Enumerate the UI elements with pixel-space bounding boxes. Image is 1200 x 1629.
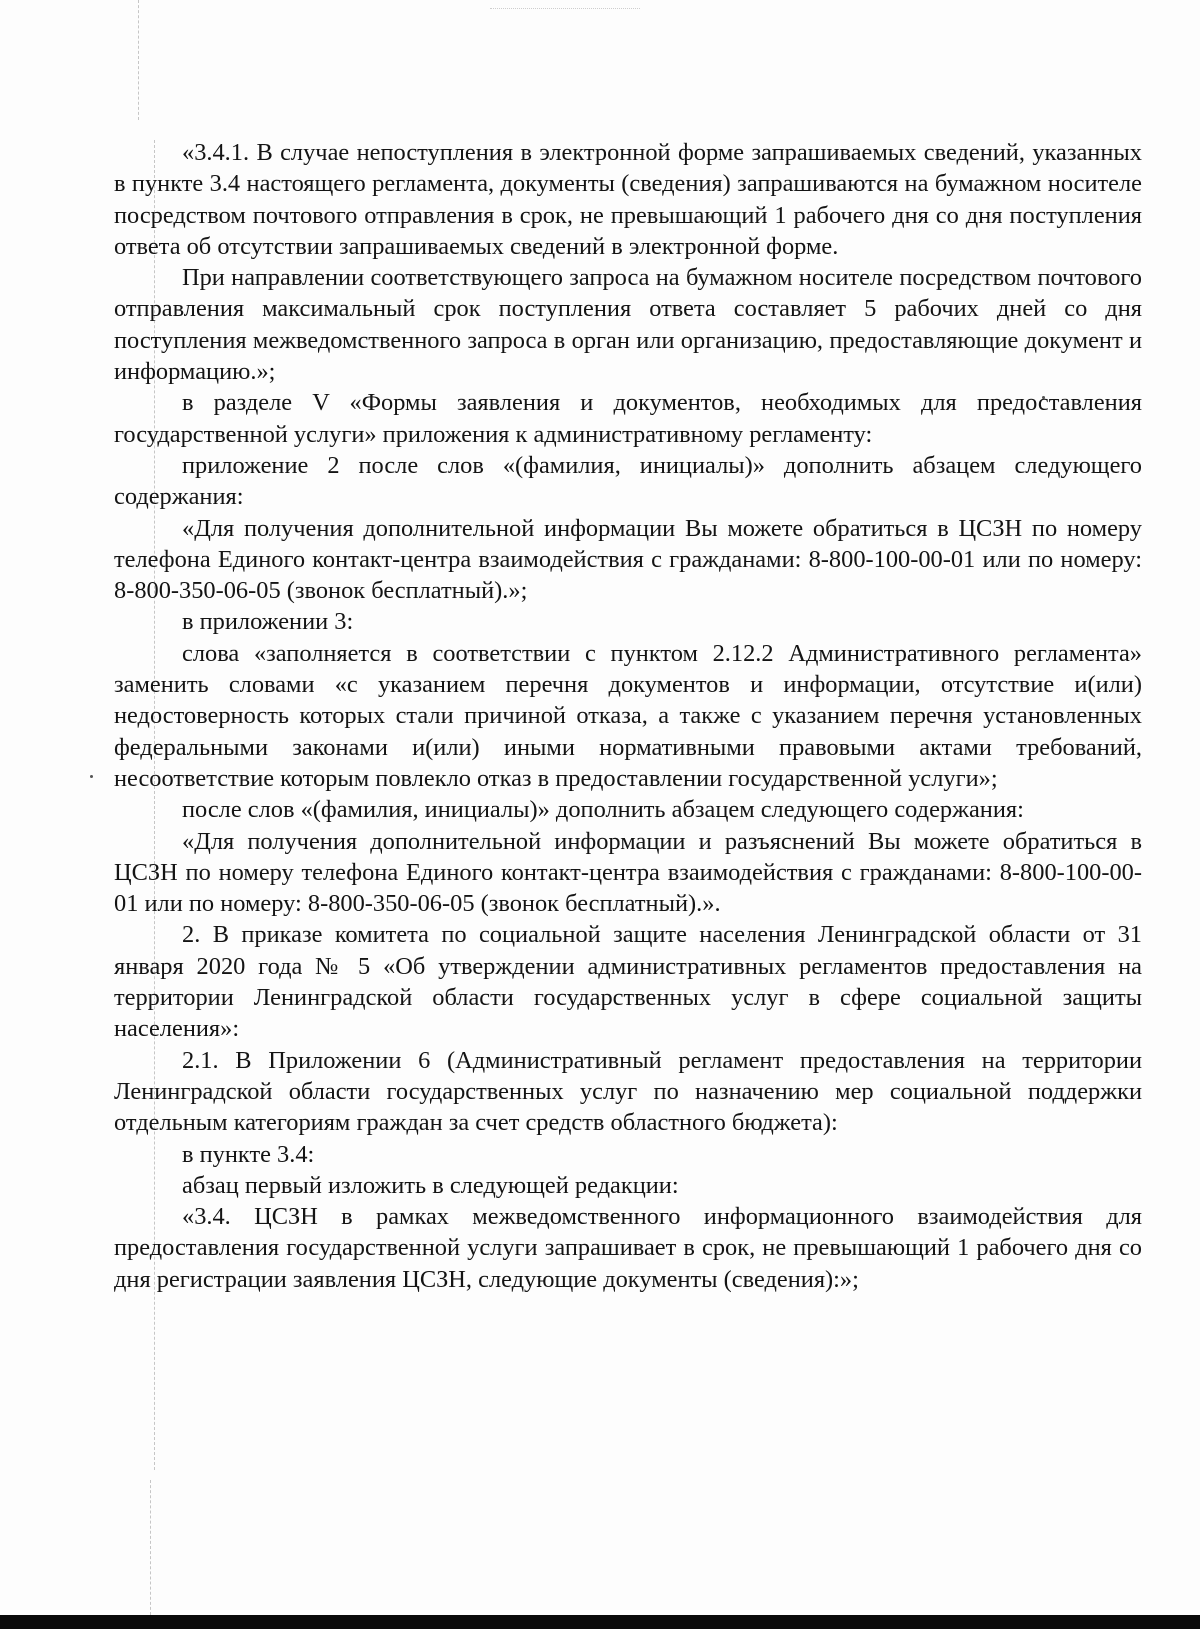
paragraph: При направлении соответствующего запроса на бумажном носителе посредством почтового отправления максимальный срок поступления ответа составляет 5 рабочих дней со дня поступления межведомственного запроса в орган или организацию, предоставляющие документ и информацию.»;	[114, 264, 1142, 386]
scan-bottom-edge	[0, 1615, 1200, 1629]
scan-artifact-line	[150, 1480, 151, 1615]
paragraph: приложение 2 после слов «(фамилия, инициалы)» дополнить абзацем следующего содержания:	[114, 451, 1142, 511]
paragraph: в пункте 3.4:	[182, 1140, 315, 1168]
paragraph: в приложении 3:	[182, 608, 354, 636]
paragraph: абзац первый изложить в следующей редакции:	[182, 1171, 679, 1199]
scan-artifact-line	[138, 0, 139, 120]
paragraph: «3.4. ЦСЗН в рамках межведомственного информационного взаимодействия для предоставления государственной услуги запрашивает в срок, не превышающий 1 рабочего дня со дня регистрации заявления ЦСЗН, следующие документы (сведения):»;	[114, 1203, 1142, 1293]
top-scan-mark	[490, 0, 640, 9]
paragraph: 2. В приказе комитета по социальной защите населения Ленинградской области от 31 января 2020 года № 5 «Об утверждении административных регламентов предоставления на территории Ленинградской области государственных услуг в сфере социальной защиты населения»:	[114, 921, 1142, 1043]
paragraph: после слов «(фамилия, инициалы)» дополнить абзацем следующего содержания:	[182, 796, 1024, 824]
scan-speck	[90, 775, 93, 778]
paragraph: «3.4.1. В случае непоступления в электронной форме запрашиваемых сведений, указанных в пункте 3.4 настоящего регламента, документы (сведения) запрашиваются на бумажном носителе посредством почтового отправления в срок, не превышающий 1 рабочего дня со дня поступления ответа об отсутствии запрашиваемых сведений в электронной форме.	[114, 139, 1142, 260]
paragraph: «Для получения дополнительной информации Вы можете обратиться в ЦСЗН по номеру телефона Единого контакт-центра взаимодействия с гражданами: 8-800-100-00-01 или по номеру: 8-800-350-06-05 (звонок бесплатный).»;	[114, 514, 1142, 605]
paragraph: слова «заполняется в соответствии с пунктом 2.12.2 Административного регламента» заменить словами «с указанием перечня документов и информации, отсутствие и(или) недостоверность которых стали причиной отказа, а также с указанием перечня установленных федеральными законами и(или) иными нормативными правовыми актами требований, несоответствие которым повлекло отказ в предоставлении государственной услуги»;	[114, 639, 1142, 792]
paragraph: в разделе V «Формы заявления и документов, необходимых для предоставления государственной услуги» приложения к административному регламенту:	[114, 389, 1142, 448]
paragraph: 2.1. В Приложении 6 (Административный регламент предоставления на территории Ленинградской области государственных услуг по назначению мер социальной поддержки отдельным категориям граждан за счет средств областного бюджета):	[114, 1046, 1142, 1137]
document-body	[114, 137, 1142, 1295]
paragraph: «Для получения дополнительной информации и разъяснений Вы можете обратиться в ЦСЗН по номеру телефона Единого контакт-центра взаимодействия с гражданами: 8-800-100-00-01 или по номеру: 8-800-350-06-05 (звонок бесплатный).».	[114, 827, 1142, 918]
